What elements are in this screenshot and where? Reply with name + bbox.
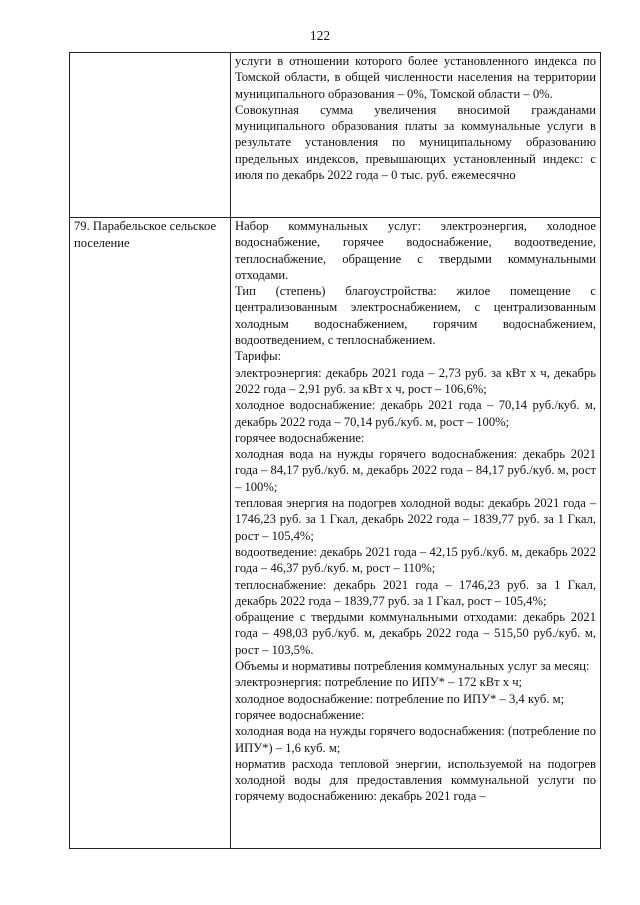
municipality-cell (70, 53, 231, 218)
paragraph: холодная вода на нужды горячего водоснабжения: декабрь 2021 года – 84,17 руб./куб. м, декабрь 2022 года – 84,17 руб./куб. м, рост – 100%; (235, 447, 596, 494)
paragraph: Объемы и нормативы потребления коммунальных услуг за месяц: (235, 659, 590, 674)
paragraph: Совокупная сумма увеличения вносимой гражданами муниципального образования платы за коммунальные услуги в результате установления по муниципальному образованию предельных индексов, превышающих установленный индекс: с июля по декабрь 2022 года – 0 тыс. руб. ежемесячно (235, 102, 596, 183)
paragraph: Тип (степень) благоустройства: жилое помещение с централизованным электроснабжением, с централизованным холодным водоснабжением, горячим водоснабжением, водоотведением, с теплоснабжением. (235, 284, 596, 348)
table-row (70, 218, 601, 849)
municipality-cell: 79. Парабельское сельское поселение (70, 218, 231, 849)
paragraph: Набор коммунальных услуг: электроэнергия, холодное водоснабжение, горячее водоснабжение, водоотведение, теплоснабжение, обращение с твердыми коммунальными отходами. (235, 219, 596, 282)
table-row (70, 53, 601, 218)
paragraph: обращение с твердыми коммунальными отходами: декабрь 2021 года – 498,03 руб./куб. м, декабрь 2022 года – 515,50 руб./куб. м, рост – 103,5%. (235, 610, 596, 657)
paragraph: тепловая энергия на подогрев холодной воды: декабрь 2021 года – 1746,23 руб. за 1 Гкал, декабрь 2022 года – 1839,77 руб. за 1 Гкал, рост – 105,4%; (235, 496, 596, 543)
paragraph: горячее водоснабжение: (235, 430, 365, 445)
paragraph: холодное водоснабжение: декабрь 2021 года – 70,14 руб./куб. м, декабрь 2022 года – 70,14 руб./куб. м, рост – 100%; (235, 398, 596, 429)
paragraph: электроэнергия: декабрь 2021 года – 2,73 руб. за кВт х ч, декабрь 2022 года – 2,91 руб. за кВт х ч, рост – 106,6%; (235, 365, 596, 396)
details-cell (231, 218, 601, 849)
details-cell (231, 53, 601, 218)
paragraph: холодная вода на нужды горячего водоснабжения: (потребление по ИПУ*) – 1,6 куб. м; (235, 724, 596, 755)
paragraph: водоотведение: декабрь 2021 года – 42,15 руб./куб. м, декабрь 2022 года – 46,37 руб./куб. м, рост – 110%; (235, 544, 596, 576)
paragraph: холодное водоснабжение: потребление по ИПУ* – 3,4 куб. м; (235, 691, 565, 706)
paragraph: норматив расхода тепловой энергии, используемой на подогрев холодной воды для предоставления коммунальной услуги по горячему водоснабжению: декабрь 2021 года – (235, 756, 596, 804)
paragraph: теплоснабжение: декабрь 2021 года – 1746,23 руб. за 1 Гкал, декабрь 2022 года – 1839,77 руб. за 1 Гкал, рост – 105,4%; (235, 577, 596, 608)
paragraph: горячее водоснабжение: (235, 707, 365, 722)
paragraph: Тарифы: (235, 349, 282, 364)
page-number: 122 (309, 28, 331, 43)
paragraph: услуги в отношении которого более установленного индекса по Томской области, в общей численности населения на территории муниципального образования – 0%, Томской области – 0%. (235, 54, 596, 101)
tariff-table (69, 52, 601, 849)
paragraph: электроэнергия: потребление по ИПУ* – 172 кВт х ч; (235, 675, 523, 690)
